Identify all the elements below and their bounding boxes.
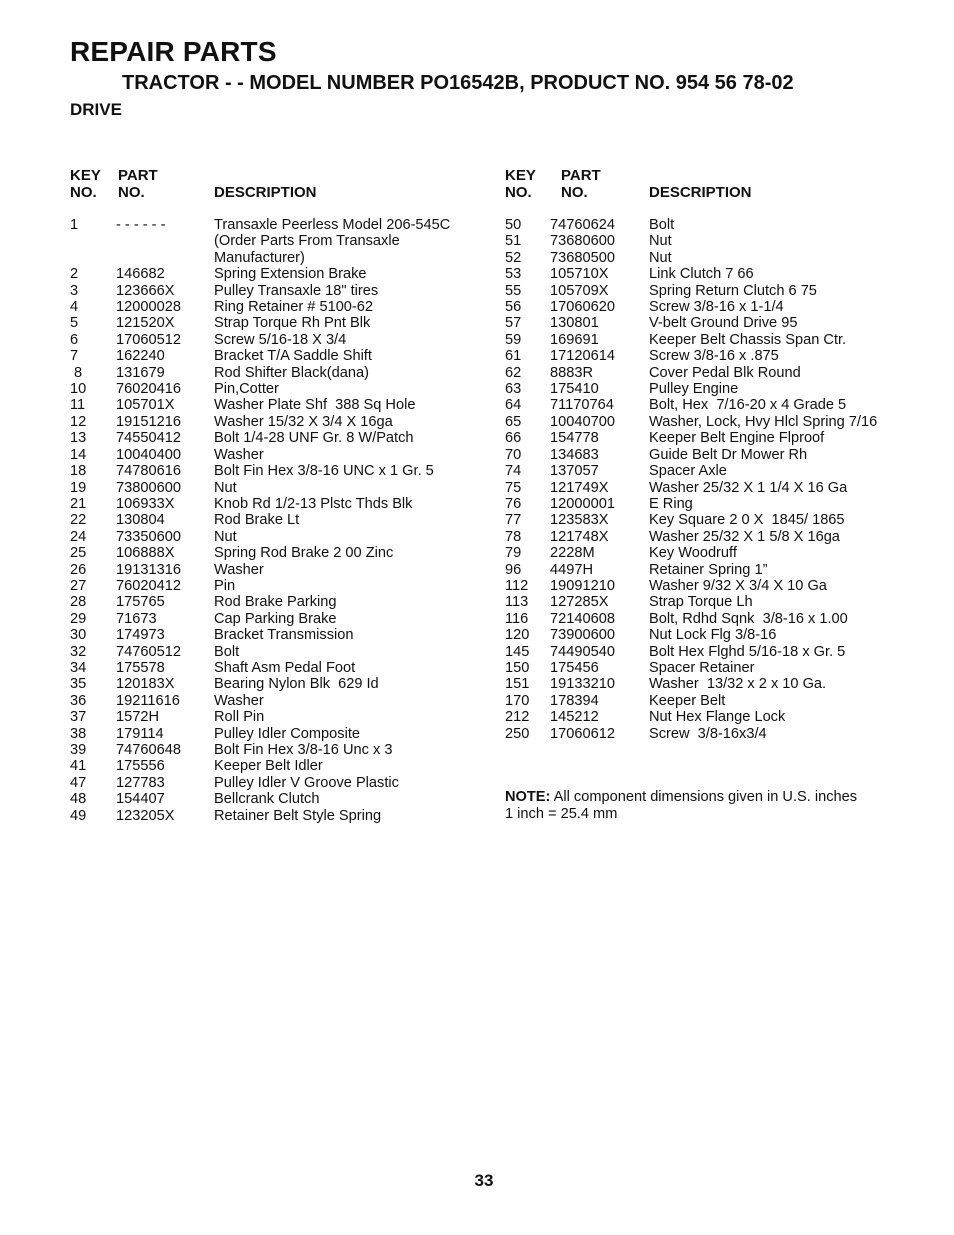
part-number: 105709X xyxy=(550,282,609,299)
part-description: Bearing Nylon Blk 629 Id xyxy=(214,676,379,693)
key-number: 4 xyxy=(70,299,79,316)
part-description: Washer 25/32 X 1 1/4 X 16 Ga xyxy=(649,479,848,496)
key-number: 47 xyxy=(70,774,87,791)
parts-row xyxy=(70,562,480,578)
part-description: E Ring xyxy=(649,495,693,512)
part-number: 145212 xyxy=(550,709,599,726)
part-description: Bolt Fin Hex 3/8-16 UNC x 1 Gr. 5 xyxy=(214,463,434,480)
part-description: Bolt 1/4-28 UNF Gr. 8 W/Patch xyxy=(214,430,414,447)
part-number: 127783 xyxy=(116,774,165,791)
key-number: 62 xyxy=(505,364,522,381)
key-number: 5 xyxy=(70,315,79,332)
description-header: DESCRIPTION xyxy=(649,184,752,201)
part-description: Nut xyxy=(649,233,672,250)
part-number: 123666X xyxy=(116,282,175,299)
parts-row xyxy=(70,365,480,381)
parts-row xyxy=(505,283,945,299)
part-description: Strap Torque Lh xyxy=(649,594,753,611)
part-number: 106888X xyxy=(116,545,175,562)
part-description: Washer 9/32 X 3/4 X 10 Ga xyxy=(649,577,827,594)
part-description: Nut xyxy=(214,528,237,545)
key-number: 66 xyxy=(505,430,522,447)
key-number: 120 xyxy=(505,627,530,644)
part-number: 121520X xyxy=(116,315,175,332)
parts-row xyxy=(505,430,945,446)
part-description: Pin xyxy=(214,577,236,594)
parts-row xyxy=(70,676,480,692)
part-description: Keeper Belt xyxy=(649,692,726,709)
part-description: Washer xyxy=(214,446,264,463)
key-number: 36 xyxy=(70,692,87,709)
parts-row xyxy=(70,660,480,676)
parts-row xyxy=(505,381,945,397)
parts-row xyxy=(505,480,945,496)
part-number: 74490540 xyxy=(550,643,615,660)
parts-row xyxy=(70,791,480,807)
parts-row xyxy=(70,480,480,496)
part-description: Washer xyxy=(214,692,264,709)
key-number: 49 xyxy=(70,807,87,824)
key-number: 27 xyxy=(70,577,87,594)
key-number: 19 xyxy=(70,479,87,496)
part-description: V-belt Ground Drive 95 xyxy=(649,315,798,332)
part-number: 154778 xyxy=(550,430,599,447)
parts-row xyxy=(505,496,945,512)
key-number: 74 xyxy=(505,463,522,480)
parts-list-left xyxy=(70,167,480,824)
part-number: 72140608 xyxy=(550,610,615,627)
part-description: Spring Extension Brake xyxy=(214,266,367,283)
part-description: Keeper Belt Idler xyxy=(214,758,323,775)
part-number: 17120614 xyxy=(550,348,615,365)
part-number: 106933X xyxy=(116,495,175,512)
part-header-bottom: NO. xyxy=(561,184,588,201)
parts-row xyxy=(505,250,945,266)
page-number: 33 xyxy=(474,1171,494,1190)
part-description: Screw 3/8-16x3/4 xyxy=(649,725,767,742)
part-number: 74760648 xyxy=(116,742,181,758)
part-number: 162240 xyxy=(116,348,165,365)
key-number: 76 xyxy=(505,495,522,512)
part-number: 123205X xyxy=(116,807,175,824)
part-number: 175765 xyxy=(116,594,165,611)
parts-rows xyxy=(505,217,945,742)
key-number: 25 xyxy=(70,545,87,562)
part-number: 127285X xyxy=(550,594,609,611)
key-number: 63 xyxy=(505,381,522,398)
part-description: Pulley Idler Composite xyxy=(214,725,361,742)
part-number: 175578 xyxy=(116,659,165,676)
parts-row xyxy=(505,512,945,528)
key-number: 26 xyxy=(70,561,87,578)
part-number: 73800600 xyxy=(116,479,181,496)
part-header-top: PART xyxy=(561,167,601,184)
part-number: 71170764 xyxy=(550,397,614,414)
key-number: 38 xyxy=(70,725,87,742)
key-number: 7 xyxy=(70,348,79,365)
parts-row xyxy=(505,463,945,479)
parts-row xyxy=(505,348,945,364)
parts-row xyxy=(70,512,480,528)
part-number: 19151216 xyxy=(116,413,181,430)
part-description: Washer 15/32 X 3/4 X 16ga xyxy=(214,413,393,430)
part-number: 174973 xyxy=(116,627,165,644)
part-number: 4497H xyxy=(550,561,594,578)
part-number: 74550412 xyxy=(116,430,181,447)
part-description: Pulley Transaxle 18" tires xyxy=(214,282,379,299)
key-number: 96 xyxy=(505,561,522,578)
part-number: 105701X xyxy=(116,397,175,414)
parts-row xyxy=(70,644,480,660)
parts-row xyxy=(70,496,480,512)
key-number: 35 xyxy=(70,676,87,693)
part-number: 73900600 xyxy=(550,627,615,644)
key-header-bottom: NO. xyxy=(70,184,97,201)
part-number: 73680600 xyxy=(550,233,615,250)
key-number: 78 xyxy=(505,528,522,545)
part-description: Spacer Retainer xyxy=(649,659,755,676)
part-number: 137057 xyxy=(550,463,599,480)
part-description: Washer Plate Shf 388 Sq Hole xyxy=(214,397,416,414)
parts-row xyxy=(505,266,945,282)
part-number: 2228M xyxy=(550,545,595,562)
part-number: 120183X xyxy=(116,676,175,693)
part-number: 17060620 xyxy=(550,299,615,316)
part-description: Cover Pedal Blk Round xyxy=(649,364,801,381)
parts-row xyxy=(505,447,945,463)
key-number: 37 xyxy=(70,709,87,726)
parts-row xyxy=(505,315,945,331)
parts-row xyxy=(505,611,945,627)
parts-row xyxy=(505,397,945,413)
parts-row xyxy=(70,627,480,643)
key-number: 29 xyxy=(70,610,87,627)
parts-row xyxy=(70,447,480,463)
key-number: 55 xyxy=(505,282,522,299)
key-number: 6 xyxy=(70,331,79,348)
part-number: 76020412 xyxy=(116,577,181,594)
model-subtitle: TRACTOR - - MODEL NUMBER PO16542B, PRODUCT NO. 954 56 78-02 xyxy=(122,72,794,94)
parts-rows xyxy=(70,217,480,824)
key-number: 11 xyxy=(70,397,86,414)
part-description: Transaxle Peerless Model 206-545C (Order Parts From Transaxle Manufacturer) xyxy=(214,217,451,266)
key-number: 8 xyxy=(70,364,83,381)
part-description: Washer 13/32 x 2 x 10 Ga. xyxy=(649,676,827,693)
parts-row xyxy=(505,365,945,381)
key-number: 150 xyxy=(505,659,530,676)
key-number: 28 xyxy=(70,594,87,611)
part-number: 17060512 xyxy=(116,331,181,348)
part-number: 74760624 xyxy=(550,217,615,233)
parts-row xyxy=(70,414,480,430)
key-number: 151 xyxy=(505,676,530,693)
key-number: 75 xyxy=(505,479,522,496)
section-title: DRIVE xyxy=(70,100,122,119)
parts-list-header xyxy=(505,167,945,203)
key-number: 250 xyxy=(505,725,530,742)
key-number: 41 xyxy=(70,758,87,775)
parts-row xyxy=(505,644,945,660)
parts-row xyxy=(505,299,945,315)
key-number: 13 xyxy=(70,430,87,447)
key-number: 14 xyxy=(70,446,87,463)
key-number: 22 xyxy=(70,512,87,529)
key-number: 65 xyxy=(505,413,522,430)
part-description: Cap Parking Brake xyxy=(214,610,337,627)
part-description: Washer 25/32 X 1 5/8 X 16ga xyxy=(649,528,840,545)
part-number: 105710X xyxy=(550,266,609,283)
parts-row xyxy=(70,397,480,413)
part-number: 121748X xyxy=(550,528,609,545)
parts-row xyxy=(70,709,480,725)
parts-row xyxy=(70,463,480,479)
part-number: 10040700 xyxy=(550,413,615,430)
part-description: Nut xyxy=(214,479,237,496)
parts-row xyxy=(70,266,480,282)
part-description: Bolt, Rdhd Sqnk 3/8-16 x 1.00 xyxy=(649,610,848,627)
part-number: - - - - - - xyxy=(116,217,166,233)
part-description: Washer, Lock, Hvy Hlcl Spring 7/16 xyxy=(649,413,878,430)
key-number: 79 xyxy=(505,545,522,562)
parts-row xyxy=(70,430,480,446)
note-label: NOTE: xyxy=(505,789,551,805)
part-description: Screw 5/16-18 X 3/4 xyxy=(214,331,347,348)
part-header-top: PART xyxy=(118,167,158,184)
part-description: Pulley Engine xyxy=(649,381,739,398)
part-number: 19133210 xyxy=(550,676,615,693)
part-description: Bolt Fin Hex 3/8-16 Unc x 3 xyxy=(214,742,393,758)
parts-row xyxy=(505,414,945,430)
parts-row xyxy=(505,545,945,561)
part-number: 1572H xyxy=(116,709,160,726)
key-number: 30 xyxy=(70,627,87,644)
key-number: 21 xyxy=(70,495,87,512)
part-description: Link Clutch 7 66 xyxy=(649,266,754,283)
parts-row xyxy=(70,758,480,774)
note-conversion: 1 inch = 25.4 mm xyxy=(505,806,618,822)
parts-row xyxy=(70,742,480,758)
key-number: 77 xyxy=(505,512,522,529)
part-description: Screw 3/8-16 x 1-1/4 xyxy=(649,299,784,316)
key-number: 52 xyxy=(505,249,522,266)
key-number: 56 xyxy=(505,299,522,316)
part-number: 175556 xyxy=(116,758,165,775)
part-description: Nut xyxy=(649,249,672,266)
key-number: 70 xyxy=(505,446,522,463)
parts-row xyxy=(70,578,480,594)
key-number: 170 xyxy=(505,692,530,709)
part-description: Retainer Belt Style Spring xyxy=(214,807,382,824)
parts-row xyxy=(505,562,945,578)
part-description: Strap Torque Rh Pnt Blk xyxy=(214,315,371,332)
key-number: 59 xyxy=(505,331,522,348)
part-number: 8883R xyxy=(550,364,594,381)
part-description: Bolt xyxy=(214,643,240,660)
part-number: 19131316 xyxy=(116,561,181,578)
parts-row xyxy=(70,348,480,364)
parts-row xyxy=(505,233,945,249)
part-description: Roll Pin xyxy=(214,709,265,726)
parts-row xyxy=(70,217,480,266)
parts-row xyxy=(70,611,480,627)
part-number: 134683 xyxy=(550,446,599,463)
parts-list-right xyxy=(505,167,945,742)
part-description: Keeper Belt Chassis Span Ctr. xyxy=(649,331,847,348)
part-description: Rod Shifter Black(dana) xyxy=(214,364,369,381)
part-number: 130804 xyxy=(116,512,165,529)
parts-row xyxy=(70,775,480,791)
key-number: 145 xyxy=(505,643,530,660)
part-description: Key Woodruff xyxy=(649,545,737,562)
part-number: 146682 xyxy=(116,266,165,283)
part-description: Spring Rod Brake 2 00 Zinc xyxy=(214,545,394,562)
part-description: Pin,Cotter xyxy=(214,381,279,398)
key-header-top: KEY xyxy=(70,167,101,184)
parts-list-header xyxy=(70,167,480,203)
note-text: All component dimensions given in U.S. inches xyxy=(550,789,858,805)
part-number: 73680500 xyxy=(550,249,615,266)
part-number: 10040400 xyxy=(116,446,181,463)
part-description: Rod Brake Parking xyxy=(214,594,337,611)
part-description: Spring Return Clutch 6 75 xyxy=(649,282,817,299)
key-number: 3 xyxy=(70,282,79,299)
parts-row xyxy=(505,594,945,610)
key-number: 1 xyxy=(70,217,79,233)
key-number: 24 xyxy=(70,528,87,545)
key-number: 116 xyxy=(505,610,529,627)
part-description: Bolt xyxy=(649,217,675,233)
parts-row xyxy=(70,381,480,397)
part-description: Bracket T/A Saddle Shift xyxy=(214,348,372,365)
key-header-bottom: NO. xyxy=(505,184,532,201)
part-number: 17060612 xyxy=(550,725,615,742)
part-number: 76020416 xyxy=(116,381,181,398)
parts-row xyxy=(505,693,945,709)
key-number: 212 xyxy=(505,709,530,726)
part-number: 169691 xyxy=(550,331,599,348)
part-number: 71673 xyxy=(116,610,157,627)
parts-row xyxy=(505,529,945,545)
key-number: 39 xyxy=(70,742,87,758)
part-header-bottom: NO. xyxy=(118,184,145,201)
parts-row xyxy=(505,332,945,348)
parts-row xyxy=(70,693,480,709)
key-number: 12 xyxy=(70,413,87,430)
part-number: 121749X xyxy=(550,479,609,496)
key-number: 64 xyxy=(505,397,522,414)
parts-row xyxy=(70,808,480,824)
parts-row xyxy=(505,660,945,676)
part-description: Bellcrank Clutch xyxy=(214,791,320,808)
part-number: 19211616 xyxy=(116,692,180,709)
key-number: 34 xyxy=(70,659,87,676)
part-description: Bolt, Hex 7/16-20 x 4 Grade 5 xyxy=(649,397,847,414)
part-description: Spacer Axle xyxy=(649,463,727,480)
part-number: 74780616 xyxy=(116,463,181,480)
parts-row xyxy=(505,676,945,692)
part-number: 175456 xyxy=(550,659,599,676)
part-description: Screw 3/8-16 x .875 xyxy=(649,348,779,365)
key-number: 53 xyxy=(505,266,522,283)
key-number: 2 xyxy=(70,266,79,283)
parts-row xyxy=(70,726,480,742)
part-description: Pulley Idler V Groove Plastic xyxy=(214,774,399,791)
part-description: Guide Belt Dr Mower Rh xyxy=(649,446,808,463)
parts-row xyxy=(505,217,945,233)
key-number: 51 xyxy=(505,233,522,250)
part-number: 179114 xyxy=(116,725,164,742)
part-number: 131679 xyxy=(116,364,165,381)
key-header-top: KEY xyxy=(505,167,536,184)
part-description: Nut Hex Flange Lock xyxy=(649,709,786,726)
key-number: 48 xyxy=(70,791,87,808)
part-description: Shaft Asm Pedal Foot xyxy=(214,659,356,676)
part-description: Key Square 2 0 X 1845/ 1865 xyxy=(649,512,845,529)
parts-row xyxy=(505,578,945,594)
part-number: 74760512 xyxy=(116,643,181,660)
part-description: Bolt Hex Flghd 5/16-18 x Gr. 5 xyxy=(649,643,846,660)
key-number: 50 xyxy=(505,217,522,233)
part-description: Bracket Transmission xyxy=(214,627,354,644)
dimension-note xyxy=(505,789,857,823)
part-number: 130801 xyxy=(550,315,599,332)
parts-row xyxy=(70,299,480,315)
key-number: 10 xyxy=(70,381,87,398)
part-number: 178394 xyxy=(550,692,599,709)
description-header: DESCRIPTION xyxy=(214,184,317,201)
part-number: 12000028 xyxy=(116,299,181,316)
parts-row xyxy=(70,332,480,348)
part-number: 73350600 xyxy=(116,528,181,545)
part-number: 19091210 xyxy=(550,577,615,594)
part-number: 175410 xyxy=(550,381,599,398)
parts-row xyxy=(70,283,480,299)
part-number: 123583X xyxy=(550,512,609,529)
key-number: 57 xyxy=(505,315,522,332)
parts-row xyxy=(70,529,480,545)
part-description: Rod Brake Lt xyxy=(214,512,300,529)
key-number: 112 xyxy=(505,577,529,594)
key-number: 32 xyxy=(70,643,87,660)
parts-row xyxy=(505,726,945,742)
parts-row xyxy=(505,709,945,725)
part-description: Keeper Belt Engine Flproof xyxy=(649,430,825,447)
key-number: 113 xyxy=(505,594,529,611)
parts-row xyxy=(70,315,480,331)
part-number: 154407 xyxy=(116,791,165,808)
part-description: Washer xyxy=(214,561,264,578)
part-description: Knob Rd 1/2-13 Plstc Thds Blk xyxy=(214,495,413,512)
part-description: Retainer Spring 1” xyxy=(649,561,768,578)
part-number: 12000001 xyxy=(550,495,615,512)
page-title: REPAIR PARTS xyxy=(70,36,277,67)
part-description: Ring Retainer # 5100-62 xyxy=(214,299,374,316)
part-description: Nut Lock Flg 3/8-16 xyxy=(649,627,777,644)
parts-row xyxy=(70,594,480,610)
parts-row xyxy=(70,545,480,561)
key-number: 61 xyxy=(505,348,522,365)
parts-row xyxy=(505,627,945,643)
key-number: 18 xyxy=(70,463,87,480)
